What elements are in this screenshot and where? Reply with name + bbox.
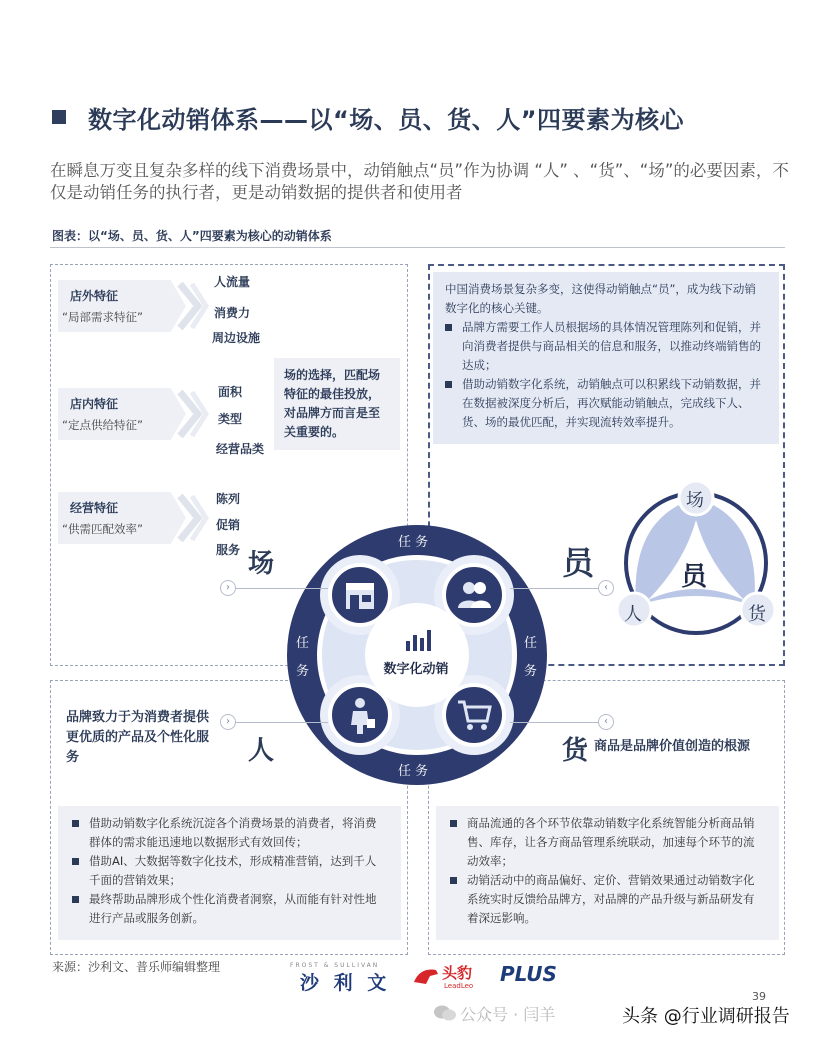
- bullet-text: 品牌方需要工作人员根据场的具体情况管理陈列和促销，并向消费者提供与商品相关的信息和服务，以推动终端销售的达成；: [462, 320, 761, 372]
- list-item: [445, 375, 767, 432]
- chang-callout: 场的选择，匹配场特征的最佳投放，对品牌方而言是至关重要的。: [274, 358, 400, 450]
- wechat-icon: [434, 1004, 456, 1022]
- connector-line: [228, 722, 328, 723]
- ren-info-box: [58, 806, 401, 940]
- triangle-center-yuan: 员: [681, 562, 708, 592]
- feature-title: 店外特征: [70, 289, 119, 303]
- chevron-right-icon: ›: [220, 714, 236, 730]
- chevron-right-icon: [176, 386, 210, 442]
- source-note: 来源：沙利文、普乐师编辑整理: [52, 960, 221, 974]
- feature-item: 周边设施: [212, 331, 261, 345]
- list-item: [72, 814, 387, 852]
- connector-line: [510, 588, 606, 589]
- ring-label-right: 任务: [524, 636, 538, 679]
- huo-info-box: [436, 806, 779, 940]
- toubao-logo: 头豹: [442, 964, 473, 982]
- triangle-node-ren: 人: [624, 604, 642, 625]
- person-shopping-icon: [343, 697, 377, 735]
- bullet-square-icon: [72, 820, 79, 827]
- bullet-square-icon: [72, 896, 79, 903]
- quadrant-label-yuan: 员: [562, 544, 595, 582]
- yuan-intro: 中国消费场景复杂多变，这使得动销触点“员”，成为线下动销数字化的核心关键。: [445, 282, 756, 315]
- connector-line: [228, 588, 328, 589]
- leopard-logo-icon: [412, 964, 440, 988]
- bullet-text: 借助动销数字化系统，动销触点可以积累线下动销数据，并在数据被深度分析后，再次赋能动销触点，完成线下人、货、场的最优匹配，并实现流转效率提升。: [462, 377, 761, 429]
- ring-label-left: 任务: [296, 636, 310, 679]
- bullet-text: 最终帮助品牌形成个性化消费者洞察，从而能有针对性地进行产品或服务创新。: [89, 892, 377, 925]
- feature-item: 人流量: [214, 275, 251, 289]
- list-item: [450, 871, 765, 928]
- bullet-text: 商品流通的各个环节依靠动销数字化系统智能分析商品销售、库存，让各方商品管理系统联动，加速每个环节的流动效率；: [467, 816, 755, 868]
- feature-item: 面积: [218, 385, 243, 399]
- chevron-right-icon: [176, 278, 210, 334]
- core-label: 数字化动销: [383, 662, 449, 677]
- caption-divider: [50, 247, 785, 248]
- feature-title: 店内特征: [70, 397, 119, 411]
- yuan-info-box: [433, 272, 779, 444]
- list-item: [72, 852, 387, 890]
- feature-item: 促销: [216, 518, 241, 532]
- feature-item: 消费力: [214, 306, 251, 320]
- shopping-cart-icon: [455, 697, 493, 733]
- plus-logo: PLUS: [500, 962, 557, 986]
- shaliwen-logo: 沙 利 文: [300, 972, 391, 994]
- bullet-text: 借助AI、大数据等数字化技术，形成精准营销，达到千人千面的营销效果；: [89, 854, 377, 887]
- people-group-icon: [455, 576, 493, 614]
- triangle-node-huo: 货: [748, 604, 766, 625]
- frost-sullivan-logo-text: FROST & SULLIVAN: [290, 962, 380, 969]
- feature-item: 类型: [218, 412, 243, 426]
- figure-caption: 图表：以“场、员、货、人”四要素为核心的动销体系: [52, 229, 332, 243]
- wechat-watermark: 公众号 · 闫羊: [460, 1005, 556, 1024]
- ring-label-bottom: 任 务: [398, 764, 429, 779]
- chevron-left-icon: ‹: [598, 714, 614, 730]
- triangle-node-chang: 场: [686, 490, 704, 511]
- bullet-text: 动销活动中的商品偏好、定价、营销效果通过动销数字化系统实时反馈给品牌方，对品牌的产品升级与新品研发有着深远影响。: [467, 873, 755, 925]
- title-marker: [52, 110, 66, 124]
- page-title: 数字化动销体系——以“场、员、货、人”四要素为核心: [88, 106, 685, 134]
- ring-label-top: 任 务: [398, 535, 429, 550]
- bullet-text: 借助动销数字化系统沉淀各个消费场景的消费者，将消费群体的需求能迅速地以数据形式有效回传；: [89, 816, 377, 849]
- feature-item: 经营品类: [216, 442, 265, 456]
- feature-subtitle: “供需匹配效率”: [62, 522, 143, 536]
- chevron-right-icon: [176, 490, 210, 546]
- bar-chart-icon: [404, 627, 434, 653]
- quadrant-label-huo: 货: [562, 736, 589, 766]
- page-subtitle: 在瞬息万变且复杂多样的线下消费场景中，动销触点“员”作为协调 “人” 、“货”、“场”的必要因素，不仅是动销任务的执行者，更是动销数据的提供者和使用者: [50, 161, 789, 202]
- bullet-square-icon: [445, 324, 452, 331]
- bullet-square-icon: [445, 381, 452, 388]
- digital-sales-ring: [282, 520, 552, 790]
- list-item: [445, 318, 767, 375]
- author-watermark: 头条 @行业调研报告: [622, 1006, 790, 1027]
- chevron-right-icon: ›: [220, 580, 236, 596]
- bullet-square-icon: [450, 877, 457, 884]
- page-number: 39: [752, 990, 766, 1003]
- connector-line: [510, 722, 606, 723]
- ren-side-text: 品牌致力于为消费者提供更优质的产品及个性化服务: [66, 710, 210, 765]
- bullet-square-icon: [72, 858, 79, 865]
- chevron-left-icon: ‹: [598, 580, 614, 596]
- list-item: [72, 890, 387, 928]
- huo-side-text: 商品是品牌价值创造的根源: [594, 739, 751, 754]
- bullet-square-icon: [450, 820, 457, 827]
- leadleo-logo-text: LeadLeo: [444, 982, 474, 990]
- quadrant-label-chang: 场: [248, 549, 275, 579]
- feature-subtitle: “定点供给特征”: [62, 418, 143, 432]
- feature-item: 服务: [216, 543, 241, 557]
- list-item: [450, 814, 765, 871]
- store-icon: [342, 577, 378, 613]
- feature-subtitle: “局部需求特征”: [62, 310, 143, 324]
- feature-title: 经营特征: [70, 501, 119, 515]
- feature-item: 陈列: [216, 492, 241, 506]
- quadrant-label-ren: 人: [248, 736, 275, 766]
